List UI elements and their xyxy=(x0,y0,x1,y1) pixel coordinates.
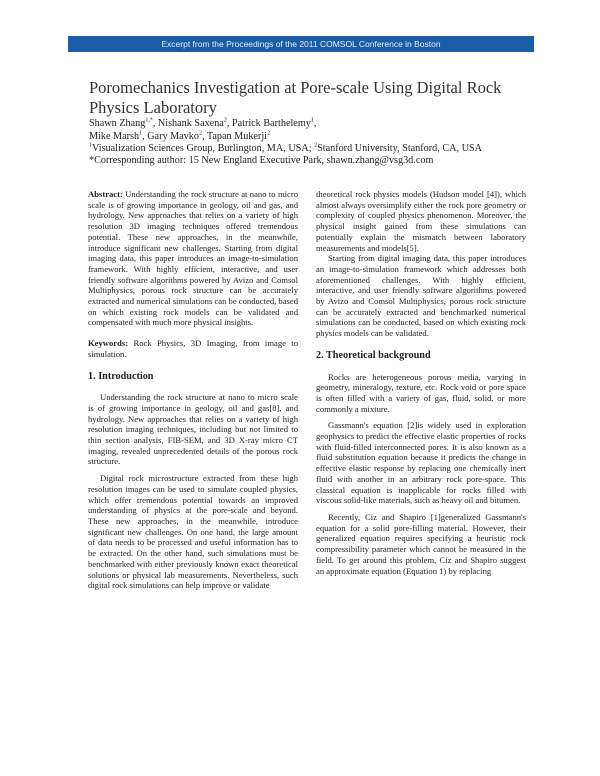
affiliations xyxy=(89,143,549,168)
author-name: , Gary Mavko xyxy=(142,130,199,142)
author-affil-mark: 2 xyxy=(198,130,202,137)
affil-mark: 1 xyxy=(89,142,92,149)
abstract xyxy=(88,189,298,328)
author-affil-mark: 1 xyxy=(139,130,143,137)
author-affil-mark: 1,* xyxy=(145,117,153,124)
author-name: , Patrick Barthelemy xyxy=(226,118,311,129)
author-name: , Tapan Mukerji xyxy=(201,130,267,142)
right-column xyxy=(316,189,526,576)
abstract-label: Abstract: xyxy=(88,189,123,199)
paragraph: Recently, Ciz and Shapiro [1]generalized Gassmann's equation for a solid pore-filling material. However, their generalized equation requires specifying a heuristic rock compressibility parameter which cannot be measured in the field. To get around this problem, Ciz and Shapiro suggest an approximate equation (Equation 1) by replacing xyxy=(316,511,526,576)
paragraph: theoretical rock physics models (Hudson model [4]), which almost always oversimplify either the rock pore geometry or complexity of coupled physics phenomenon. Moreover, the physical insight gained from these simulations can potentially explain the mismatch between laboratory measurements and models[5]. xyxy=(316,189,526,253)
section-heading: 2. Theoretical background xyxy=(316,349,431,361)
affil-text: Visualization Sciences Group, Burlington, MA, USA; xyxy=(92,143,315,154)
author-name: Mike Marsh xyxy=(89,130,140,142)
author-name: , Nishank Saxena xyxy=(152,118,224,129)
paragraph: Gassmann's equation [2]is widely used in exploration geophysics to predict the effective elastic properties of rocks with fluid-filled interconnected pores. It is also known as a fluid substitution equation because it predicts the change in effective elastic response by replacing one chemically inert fluid with another in an arbitrary rock pore-space. This classical equation is inapplicable for rocks filled with viscous solid-like materials, such as heavy oil and bitumen. xyxy=(316,420,526,506)
author-affil-mark: 2 xyxy=(267,130,270,137)
paragraph: Digital rock microstructure extracted from these high resolution images can be used to simulate coupled physics, which offer tremendous potential towards an improved understanding of physics at the pore-scale and beyond. These new approaches, in the meanwhile, introduce significant new challenges. On one hand, the large amount of data needs to be processed and useful information has to be extracted. On the other hand, such simulations must be benchmarked with either previously known exact theoretical solutions or physical lab measurements. Nevertheless, such digital rock simulations can help improve or validate xyxy=(88,473,298,591)
keywords-text: Rock Physics, 3D Imaging, from image to simulation. xyxy=(88,338,298,359)
author-name: Shawn Zhang xyxy=(89,118,146,129)
author-list: Shawn Zhang$^{1,*}$, Nishank Saxena$^2$, Patrick Barthelemy$^1$, Mike Marsh$^1$, Gary Mavko$^2$, Tapan Mukerji$^2$ xyxy=(89,117,317,142)
keywords-label: Keywords: xyxy=(88,338,129,349)
conference-banner: Excerpt from the Proceedings of the 2011 COMSOL Conference in Boston xyxy=(68,36,534,52)
paragraph: Understanding the rock structure at nano to micro scale is of growing importance in geology, oil and gas[8], and hydrology. New approaches that relies on a variety of high resolution imaging techniques, including but not limited to thin section analysis, FIB-SEM, and 3D X-ray micro CT imaging, revealed unprecedented details of the porous rock structure. xyxy=(88,392,298,467)
left-column xyxy=(88,189,298,591)
corresponding-author: *Corresponding author: 15 New England Executive Park, shawn.zhang@vsg3d.com xyxy=(89,155,434,167)
section-heading: 1. Introduction xyxy=(88,370,154,382)
paragraph: Rocks are heterogeneous porous media, varying in geometry, mineralogy, texture, etc. Rock void or pore space is often filled with a variety of gas, fluid, solid, or more commonly a mixture. xyxy=(316,371,526,414)
keywords xyxy=(88,338,298,359)
author-affil-mark: 2 xyxy=(223,117,227,124)
paper-title: Poromechanics Investigation at Pore-scale Using Digital Rock Physics Laboratory xyxy=(89,78,502,117)
affil-text: Stanford University, Stanford, CA, USA xyxy=(317,143,482,154)
affil-mark: 2 xyxy=(314,142,318,149)
abstract-text: Understanding the rock structure at nano to micro scale is of growing importance in geology, oil and gas, and hydrology. New approaches that relies on a variety of high resolution 3D imaging techniques offered tremendous potential. These new approaches, in the meanwhile, introduce significant new challenges. Starting from digital imaging data, this paper introduces an image-to-simulation framework. With highly efficient, interactive, and user friendly software algorithms powered by Avizo and Comsol Multiphysics, porous rock structure can be accurately extracted and numerical simulations can be conducted, based on which existing rock models can be validated and compensated with much more physical insights. xyxy=(88,189,298,328)
author-affil-mark: 1 xyxy=(310,117,314,124)
paragraph: Starting from digital imaging data, this paper introduces an image-to-simulation framework which addresses both aforementioned challenges. With highly efficient, interactive, and user friendly software algorithms powered by Avizo and Comsol Multiphysics, porous rock structure can be accurately extracted and benchmarked numerical simulations can be conducted, based on which existing rock physics models can be validated. xyxy=(316,253,526,339)
